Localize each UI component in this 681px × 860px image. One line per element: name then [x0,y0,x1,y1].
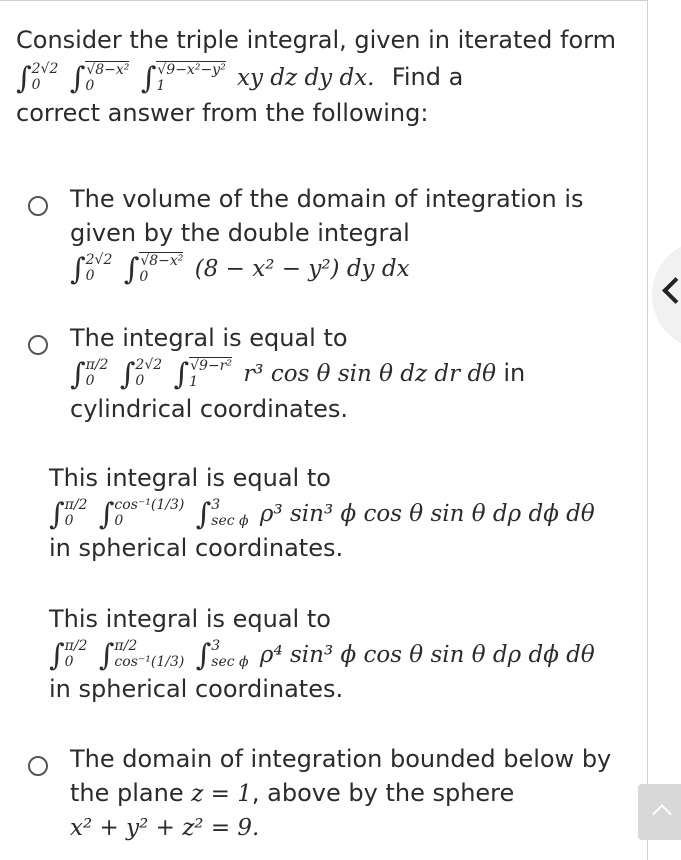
option-2-text-1: The integral is equal to [70,324,348,352]
option-4[interactable] [49,602,669,706]
question-line-3: correct answer from the following: [16,98,429,127]
option-1-radio[interactable] [28,196,48,216]
question-integral: ∫ 2√2 0 ∫ √8−x² 0 ∫ √9−x²−y² 1 xy dz dy dx. [16,61,375,96]
option-5-plane-eq: z = 1 [191,781,252,807]
option-1-integral: ∫ 2√2 0 ∫ √8−x² 0 (8 − x² − y²) dy dx [70,252,410,287]
option-2-suffix: in [503,359,526,387]
option-2-radio[interactable] [28,335,48,355]
option-5-radio[interactable] [28,756,48,776]
option-3-text-1: This integral is equal to [49,464,331,492]
option-5[interactable] [70,742,630,845]
option-1-text-2: given by the double integral [70,219,410,247]
question-integral-line [16,59,626,96]
question-find: Find a [391,63,464,91]
option-1[interactable] [70,182,630,287]
option-5-text-2: the plane z = 1, above by the sphere [70,779,515,807]
option-4-integral: ∫ π/2 0 ∫ π/2 cos⁻¹(1/3) ∫ 3 sec ϕ ρ⁴ sin³ ϕ cos θ sin θ dρ dϕ dθ [49,638,595,673]
option-3[interactable] [49,461,669,565]
question-line-1: Consider the triple integral, given in iterated form [16,26,616,54]
option-3-text-3: in spherical coordinates. [49,534,344,562]
option-4-text-3: in spherical coordinates. [49,675,344,703]
option-5-sphere-eq: x² + y² + z² = 9. [70,815,260,841]
option-5-text-1: The domain of integration bounded below by [70,745,612,773]
option-3-integral: ∫ π/2 0 ∫ cos⁻¹(1/3) 0 ∫ 3 sec ϕ ρ³ sin³ ϕ cos θ sin θ dρ dϕ dθ [49,497,595,532]
option-2[interactable] [70,321,630,426]
option-2-integral-line [70,355,630,392]
option-1-text-1: The volume of the domain of integration is [70,185,584,213]
option-2-integral: ∫ π/2 0 ∫ 2√2 0 ∫ √9−r² 1 r³ cos θ sin θ dz dr dθ [70,357,497,392]
option-2-text-3: cylindrical coordinates. [70,394,349,423]
question-stem [16,23,626,130]
option-4-text-1: This integral is equal to [49,605,331,633]
